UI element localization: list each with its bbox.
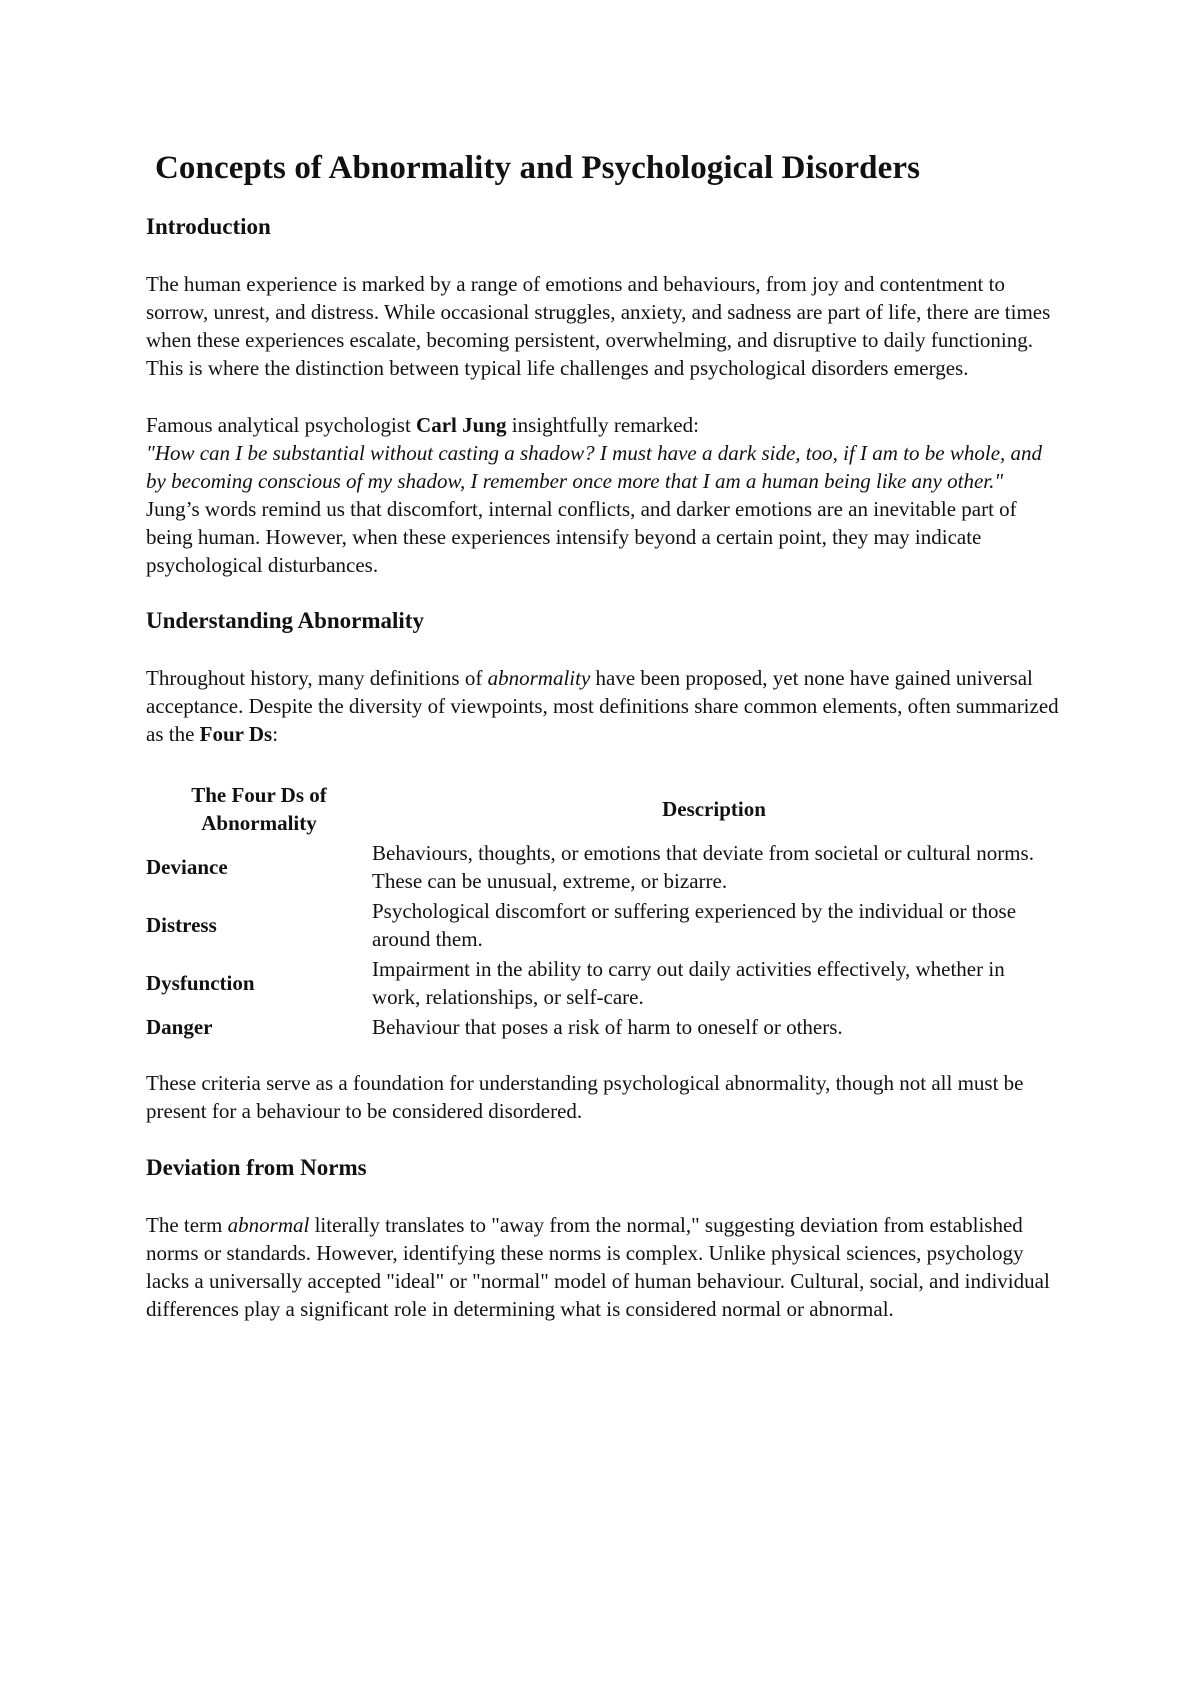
table-header-row: [146, 781, 1056, 837]
table-row: [146, 1011, 1056, 1041]
deviation-text-1: The term: [146, 1213, 228, 1237]
introduction-heading: Introduction: [146, 214, 271, 239]
table-cell-term: Deviance: [146, 855, 228, 879]
four-ds-term: Four Ds: [199, 722, 273, 746]
criteria-paragraph: These criteria serve as a foundation for understanding psychological abnormality, though not all must be present for a behaviour to be considered disordered.: [146, 1071, 1024, 1123]
jung-lead-text: Famous analytical psychologist: [146, 413, 417, 437]
jung-commentary: Jung’s words remind us that discomfort, internal conflicts, and darker emotions are an inevitable part of being human. However, when these experiences intensify beyond a certain point, they may indicate psychological disturbances.: [146, 497, 1017, 577]
table-cell-description: Behaviour that poses a risk of harm to oneself or others.: [372, 1015, 843, 1039]
table-cell-term: Dysfunction: [146, 971, 255, 995]
table-row: [146, 895, 1056, 953]
jung-quote: "How can I be substantial without casting a shadow? I must have a dark side, too, if I am to be whole, and by becoming conscious of my shadow, I remember once more that I am a human being like any other.": [146, 441, 1043, 493]
table-cell-description: Impairment in the ability to carry out daily activities effectively, whether in work, relationships, or self-care.: [372, 957, 1005, 1009]
table-row: [146, 837, 1056, 895]
understanding-heading: Understanding Abnormality: [146, 608, 424, 633]
understanding-italic-term: abnormality: [487, 666, 591, 690]
table-cell-term: Danger: [146, 1015, 213, 1039]
deviation-text-2: literally translates to "away from the normal," suggesting deviation from established norms or standards. However, identifying these norms is complex. Unlike physical sciences, psychology lacks a universally accepted "ideal" or "normal" model of human behaviour. Cultural, social, and individual differences play a significant role in determining what is considered normal or abnormal.: [146, 1213, 1050, 1321]
document-title: Concepts of Abnormality and Psychological Disorders: [155, 150, 921, 186]
deviation-heading: Deviation from Norms: [146, 1155, 367, 1180]
understanding-text-2: have been proposed, yet none have gained universal acceptance. Despite the diversity of viewpoints, most definitions share common elements, often summarized as the: [146, 666, 1059, 746]
deviation-italic-term: abnormal: [227, 1213, 310, 1237]
understanding-text-1: Throughout history, many definitions of: [146, 666, 488, 690]
jung-name: Carl Jung: [416, 413, 507, 437]
understanding-paragraph: [146, 664, 1061, 748]
understanding-text-3: :: [272, 722, 279, 746]
document-body: [146, 146, 1061, 1323]
table-cell-description: Psychological discomfort or suffering experienced by the individual or those around them.: [372, 899, 1017, 951]
introduction-paragraph: The human experience is marked by a range of emotions and behaviours, from joy and contentment to sorrow, unrest, and distress. While occasional struggles, anxiety, and sadness are part of life, there are times when these experiences escalate, becoming persistent, overwhelming, and disruptive to daily functioning. This is where the distinction between typical life challenges and psychological disorders emerges.: [146, 272, 1051, 380]
table-cell-description: Behaviours, thoughts, or emotions that deviate from societal or cultural norms. These can be unusual, extreme, or bizarre.: [372, 841, 1034, 893]
table-row: [146, 953, 1056, 1011]
deviation-paragraph: [146, 1211, 1061, 1323]
table-header-term: The Four Ds of Abnormality: [191, 783, 327, 835]
table-header-description: Description: [662, 797, 766, 821]
table-cell-term: Distress: [146, 913, 217, 937]
jung-paragraph: [146, 411, 1061, 579]
jung-after-text: insightfully remarked:: [506, 413, 699, 437]
four-ds-table: [146, 781, 1056, 1041]
